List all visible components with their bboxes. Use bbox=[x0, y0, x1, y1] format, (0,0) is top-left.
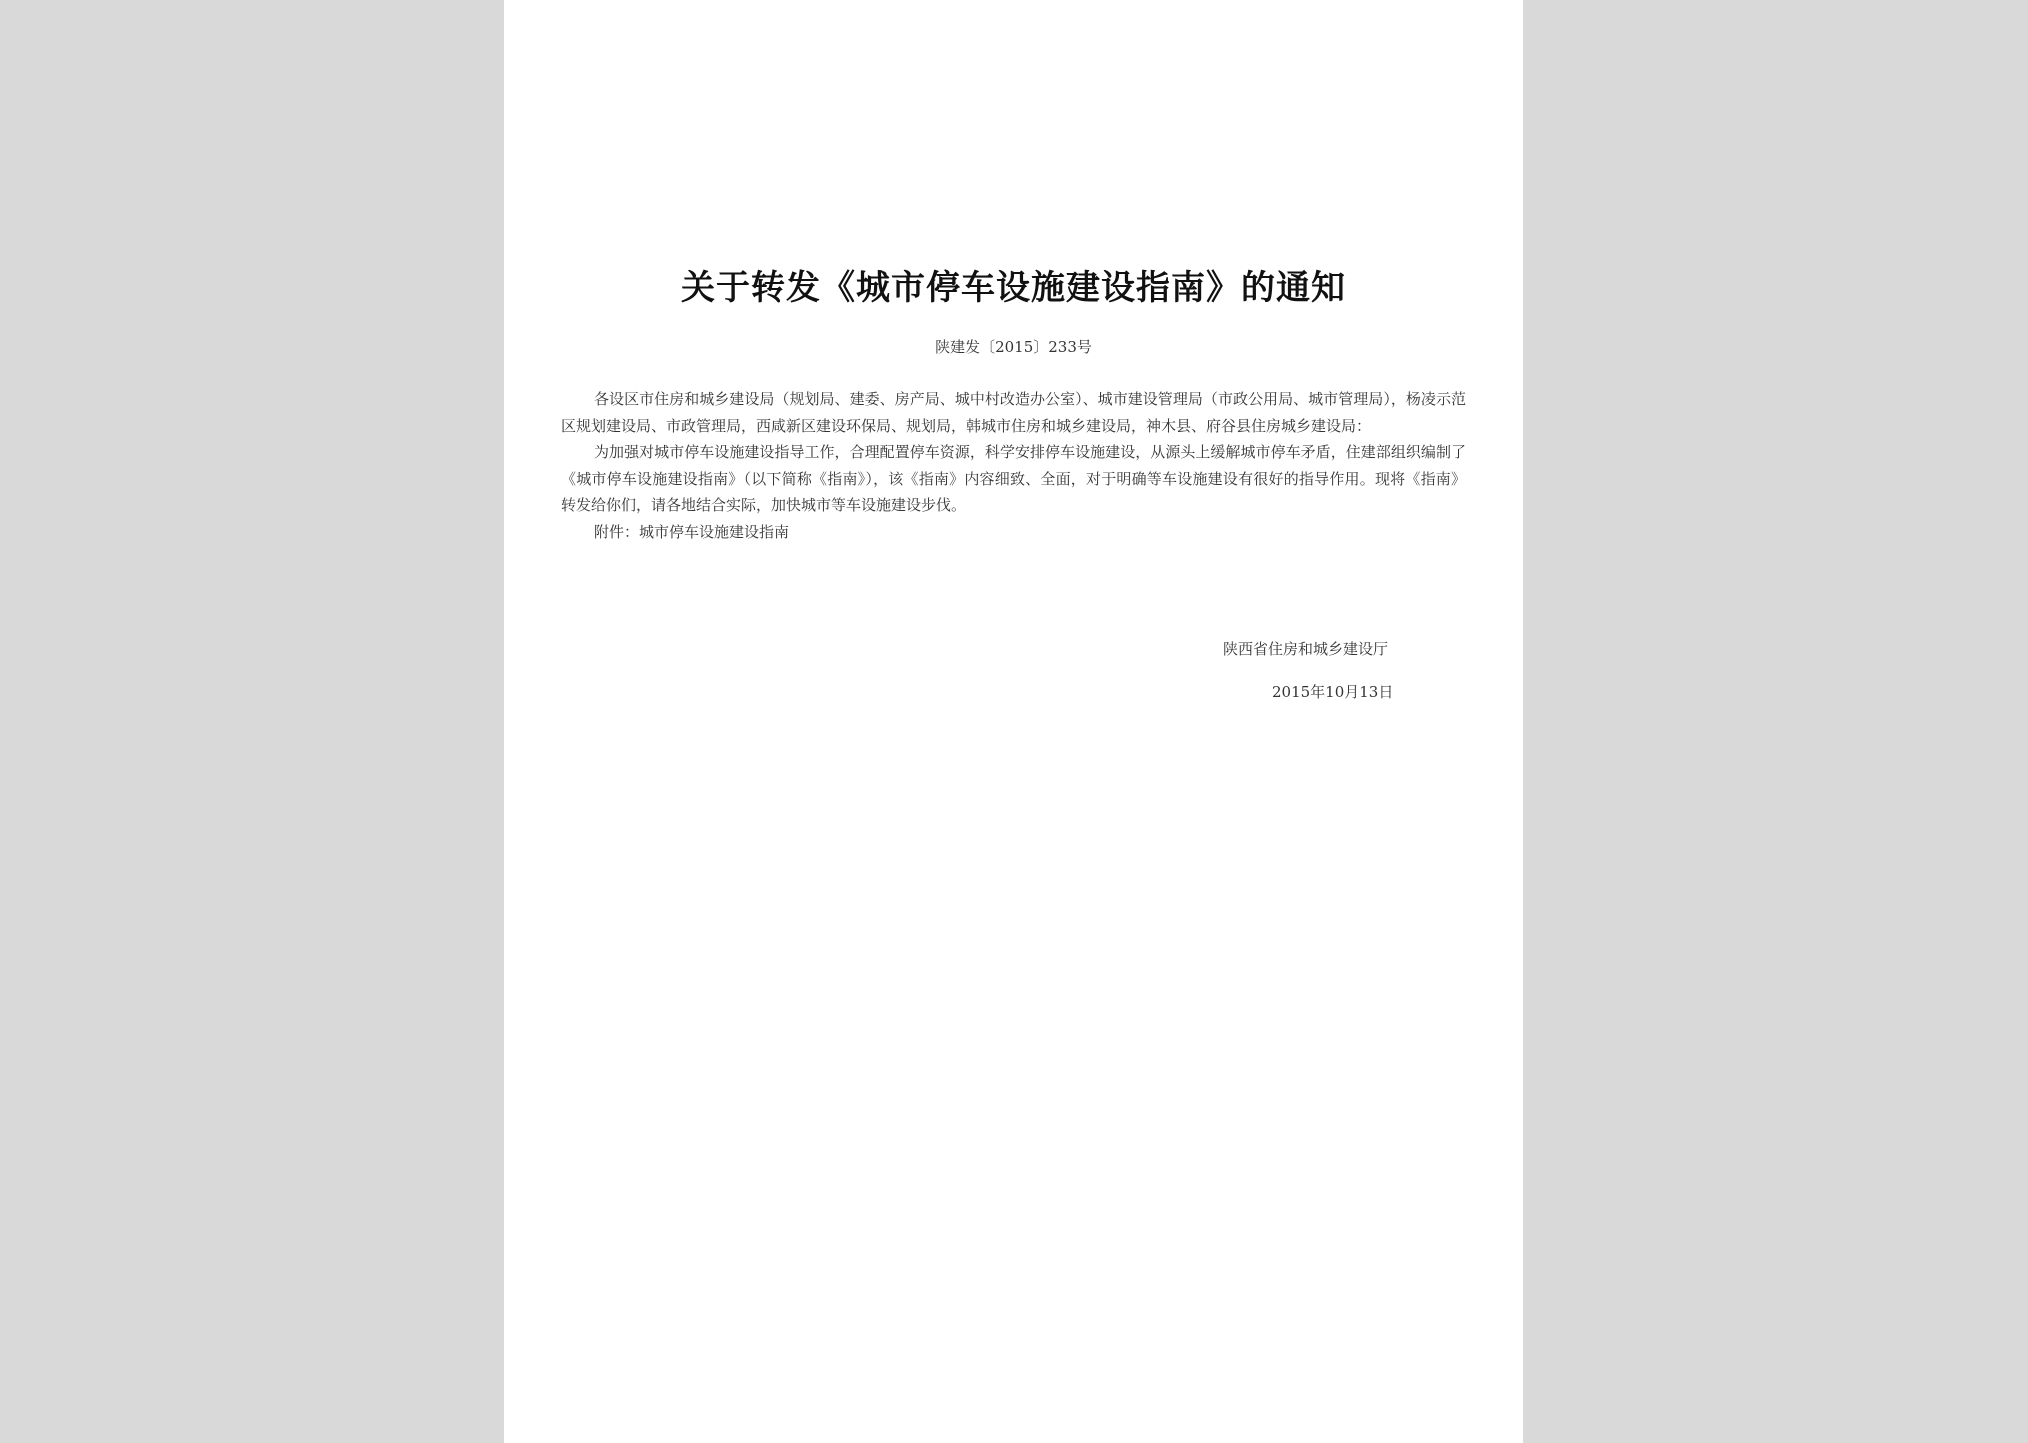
document-number: 陕建发〔2015〕233号 bbox=[935, 338, 1092, 356]
addressee-paragraph: 各设区市住房和城乡建设局（规划局、建委、房产局、城中村改造办公室）、城市建设管理局（市政公用局、城市管理局），杨凌示范区规划建设局、市政管理局，西咸新区建设环保局、规划局，韩城市住房和城乡建设局，神木县、府谷县住房城乡建设局： bbox=[561, 390, 1466, 435]
document-body bbox=[561, 386, 1466, 545]
attachment-line: 附件：城市停车设施建设指南 bbox=[594, 522, 790, 541]
document-page bbox=[504, 0, 1523, 1443]
issuer-signature: 陕西省住房和城乡建设厅 bbox=[1223, 640, 1389, 658]
body-paragraph: 为加强对城市停车设施建设指导工作，合理配置停车资源，科学安排停车设施建设，从源头上缓解城市停车矛盾，住建部组织编制了《城市停车设施建设指南》（以下简称《指南》），该《指南》内容细致、全面，对于明确等车设施建设有很好的指导作用。现将《指南》转发给你们，请各地结合实际，加快城市等车设施建设步伐。 bbox=[561, 443, 1466, 514]
document-title: 关于转发《城市停车设施建设指南》的通知 bbox=[681, 268, 1346, 308]
issue-date: 2015年10月13日 bbox=[1272, 683, 1394, 701]
